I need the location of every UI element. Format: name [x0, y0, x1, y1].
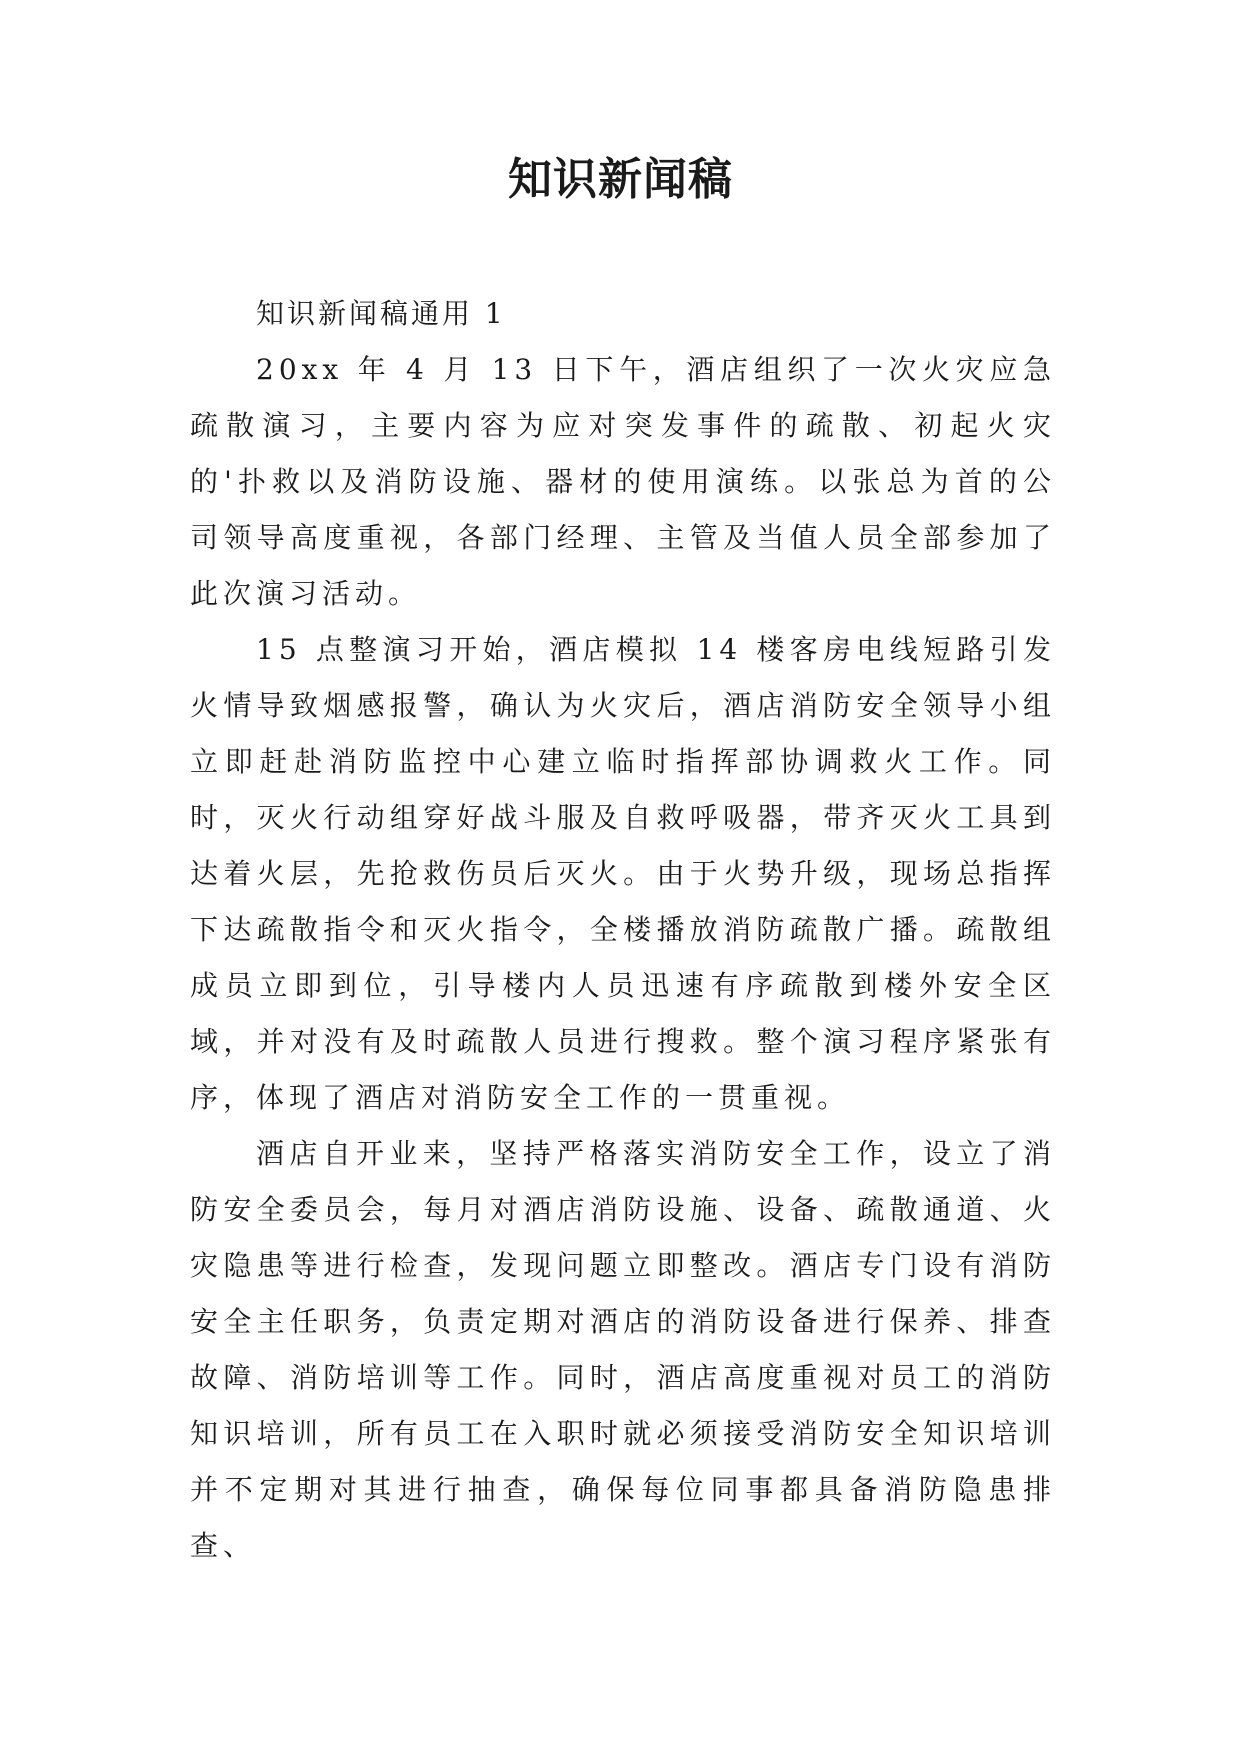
paragraph: 酒店自开业来，坚持严格落实消防安全工作，设立了消防安全委员会，每月对酒店消防设施、设备、疏散通道、火灾隐患等进行检查，发现问题立即整改。酒店专门设有消防安全主任职务，负责定期对酒店的消防设备进行保养、排查故障、消防培训等工作。同时，酒店高度重视对员工的消防知识培训，所有员工在入职时就必须接受消防安全知识培训并不定期对其进行抽查，确保每位同事都具备消防隐患排查、: [190, 1137, 1056, 1562]
document-subtitle: 知识新闻稿通用 1: [256, 297, 506, 330]
document-body: [190, 286, 1056, 1574]
document-title: 知识新闻稿: [508, 154, 733, 205]
paragraph: 15 点整演习开始，酒店模拟 14 楼客房电线短路引发火情导致烟感报警，确认为火灾后，酒店消防安全领导小组立即赶赴消防监控中心建立临时指挥部协调救火工作。同时，灭火行动组穿好战斗服及自救呼吸器，带齐灭火工具到达着火层，先抢救伤员后灭火。由于火势升级，现场总指挥下达疏散指令和灭火指令，全楼播放消防疏散广播。疏散组成员立即到位，引导楼内人员迅速有序疏散到楼外安全区域，并对没有及时疏散人员进行搜救。整个演习程序紧张有序，体现了酒店对消防安全工作的一贯重视。: [190, 633, 1056, 1114]
paragraph: 20xx 年 4 月 13 日下午，酒店组织了一次火灾应急疏散演习，主要内容为应对突发事件的疏散、初起火灾的'扑救以及消防设施、器材的使用演练。以张总为首的公司领导高度重视，各部门经理、主管及当值人员全部参加了此次演习活动。: [190, 353, 1056, 610]
